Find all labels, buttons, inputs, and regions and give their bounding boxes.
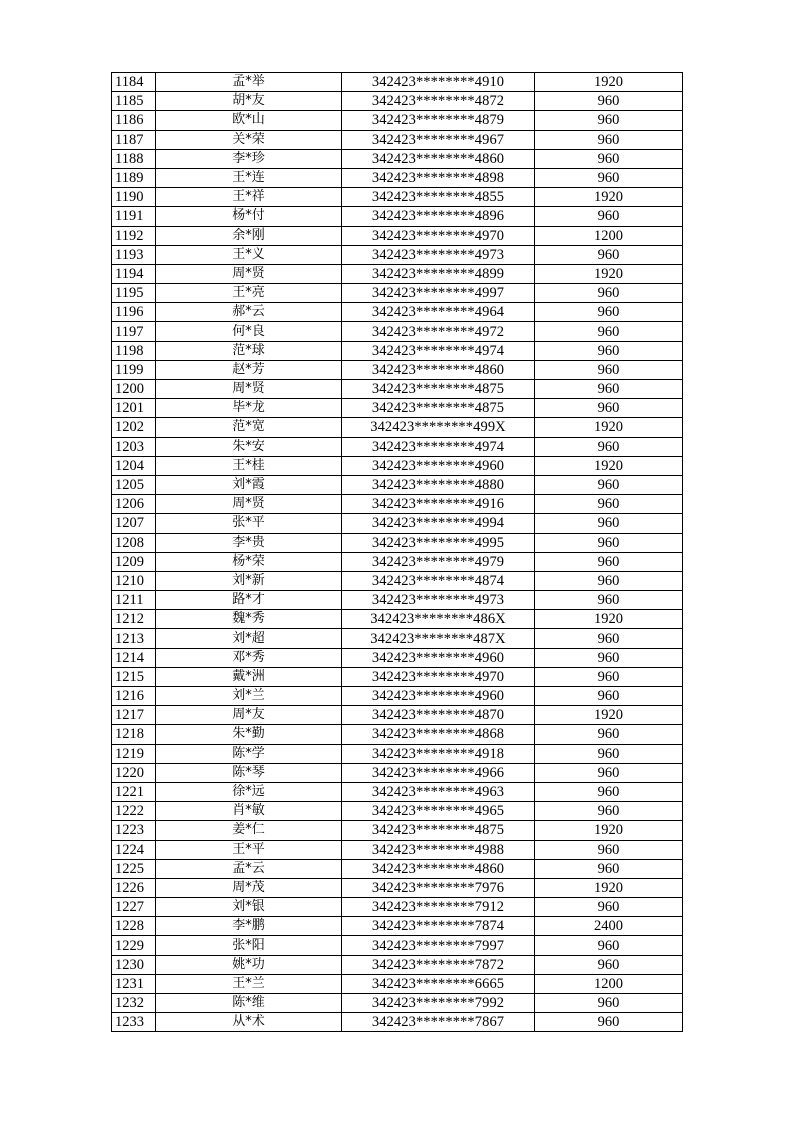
name-cell: 王*平 — [156, 840, 342, 859]
table-row — [112, 188, 683, 207]
id-number-cell: 342423********4960 — [342, 456, 535, 475]
name-cell: 刘*霞 — [156, 475, 342, 494]
row-number-cell: 1203 — [112, 437, 156, 456]
amount-cell: 1920 — [535, 878, 683, 897]
roster-body — [112, 73, 683, 1032]
table-row — [112, 264, 683, 283]
id-number-cell: 342423********4997 — [342, 284, 535, 303]
table-row — [112, 73, 683, 92]
table-row — [112, 898, 683, 917]
id-number-cell: 342423********4860 — [342, 360, 535, 379]
row-number-cell: 1214 — [112, 648, 156, 667]
name-cell: 王*桂 — [156, 456, 342, 475]
row-number-cell: 1185 — [112, 92, 156, 111]
row-number-cell: 1226 — [112, 878, 156, 897]
table-row — [112, 533, 683, 552]
table-row — [112, 648, 683, 667]
id-number-cell: 342423********4874 — [342, 571, 535, 590]
table-row — [112, 687, 683, 706]
table-row — [112, 130, 683, 149]
id-number-cell: 342423********4899 — [342, 264, 535, 283]
id-number-cell: 342423********4964 — [342, 303, 535, 322]
id-number-cell: 342423********4994 — [342, 514, 535, 533]
row-number-cell: 1222 — [112, 802, 156, 821]
name-cell: 范*宽 — [156, 418, 342, 437]
amount-cell: 960 — [535, 840, 683, 859]
id-number-cell: 342423********4898 — [342, 168, 535, 187]
table-row — [112, 303, 683, 322]
roster-table — [111, 72, 683, 1032]
id-number-cell: 342423********7872 — [342, 955, 535, 974]
name-cell: 杨*荣 — [156, 552, 342, 571]
row-number-cell: 1221 — [112, 782, 156, 801]
name-cell: 张*阳 — [156, 936, 342, 955]
name-cell: 毕*龙 — [156, 399, 342, 418]
row-number-cell: 1223 — [112, 821, 156, 840]
amount-cell: 960 — [535, 744, 683, 763]
id-number-cell: 342423********4875 — [342, 399, 535, 418]
table-row — [112, 475, 683, 494]
name-cell: 刘*银 — [156, 898, 342, 917]
id-number-cell: 342423********4973 — [342, 245, 535, 264]
id-number-cell: 342423********4966 — [342, 763, 535, 782]
table-row — [112, 782, 683, 801]
id-number-cell: 342423********7976 — [342, 878, 535, 897]
row-number-cell: 1208 — [112, 533, 156, 552]
table-row — [112, 207, 683, 226]
amount-cell: 960 — [535, 782, 683, 801]
amount-cell: 960 — [535, 687, 683, 706]
table-row — [112, 859, 683, 878]
amount-cell: 960 — [535, 629, 683, 648]
id-number-cell: 342423********4974 — [342, 341, 535, 360]
table-row — [112, 802, 683, 821]
row-number-cell: 1192 — [112, 226, 156, 245]
row-number-cell: 1212 — [112, 610, 156, 629]
amount-cell: 960 — [535, 495, 683, 514]
amount-cell: 1920 — [535, 821, 683, 840]
name-cell: 刘*兰 — [156, 687, 342, 706]
amount-cell: 960 — [535, 341, 683, 360]
name-cell: 王*连 — [156, 168, 342, 187]
id-number-cell: 342423********487X — [342, 629, 535, 648]
row-number-cell: 1195 — [112, 284, 156, 303]
table-row — [112, 763, 683, 782]
amount-cell: 960 — [535, 571, 683, 590]
table-row — [112, 149, 683, 168]
amount-cell: 960 — [535, 284, 683, 303]
name-cell: 戴*洲 — [156, 667, 342, 686]
name-cell: 朱*安 — [156, 437, 342, 456]
id-number-cell: 342423********4870 — [342, 706, 535, 725]
table-row — [112, 994, 683, 1013]
id-number-cell: 342423********4972 — [342, 322, 535, 341]
amount-cell: 960 — [535, 399, 683, 418]
row-number-cell: 1199 — [112, 360, 156, 379]
amount-cell: 960 — [535, 802, 683, 821]
table-row — [112, 495, 683, 514]
table-row — [112, 917, 683, 936]
amount-cell: 960 — [535, 1013, 683, 1032]
amount-cell: 960 — [535, 322, 683, 341]
row-number-cell: 1187 — [112, 130, 156, 149]
name-cell: 张*平 — [156, 514, 342, 533]
table-row — [112, 284, 683, 303]
table-row — [112, 360, 683, 379]
row-number-cell: 1230 — [112, 955, 156, 974]
row-number-cell: 1186 — [112, 111, 156, 130]
table-row — [112, 571, 683, 590]
amount-cell: 1920 — [535, 188, 683, 207]
id-number-cell: 342423********4896 — [342, 207, 535, 226]
id-number-cell: 342423********4974 — [342, 437, 535, 456]
table-row — [112, 552, 683, 571]
id-number-cell: 342423********4960 — [342, 687, 535, 706]
amount-cell: 1920 — [535, 264, 683, 283]
row-number-cell: 1189 — [112, 168, 156, 187]
amount-cell: 960 — [535, 533, 683, 552]
name-cell: 陈*琴 — [156, 763, 342, 782]
table-row — [112, 878, 683, 897]
id-number-cell: 342423********4875 — [342, 821, 535, 840]
table-row — [112, 399, 683, 418]
name-cell: 孟*云 — [156, 859, 342, 878]
amount-cell: 960 — [535, 475, 683, 494]
id-number-cell: 342423********4879 — [342, 111, 535, 130]
name-cell: 余*刚 — [156, 226, 342, 245]
id-number-cell: 342423********4965 — [342, 802, 535, 821]
row-number-cell: 1198 — [112, 341, 156, 360]
id-number-cell: 342423********4910 — [342, 73, 535, 92]
id-number-cell: 342423********4995 — [342, 533, 535, 552]
amount-cell: 1200 — [535, 974, 683, 993]
id-number-cell: 342423********7867 — [342, 1013, 535, 1032]
name-cell: 魏*秀 — [156, 610, 342, 629]
id-number-cell: 342423********4960 — [342, 648, 535, 667]
table-row — [112, 456, 683, 475]
row-number-cell: 1206 — [112, 495, 156, 514]
table-row — [112, 92, 683, 111]
name-cell: 周*贤 — [156, 380, 342, 399]
amount-cell: 960 — [535, 111, 683, 130]
row-number-cell: 1194 — [112, 264, 156, 283]
amount-cell: 960 — [535, 380, 683, 399]
amount-cell: 960 — [535, 859, 683, 878]
table-row — [112, 322, 683, 341]
name-cell: 朱*勤 — [156, 725, 342, 744]
table-row — [112, 168, 683, 187]
table-row — [112, 514, 683, 533]
row-number-cell: 1216 — [112, 687, 156, 706]
row-number-cell: 1229 — [112, 936, 156, 955]
name-cell: 徐*远 — [156, 782, 342, 801]
row-number-cell: 1228 — [112, 917, 156, 936]
name-cell: 刘*新 — [156, 571, 342, 590]
id-number-cell: 342423********4916 — [342, 495, 535, 514]
row-number-cell: 1227 — [112, 898, 156, 917]
row-number-cell: 1231 — [112, 974, 156, 993]
row-number-cell: 1224 — [112, 840, 156, 859]
name-cell: 周*茂 — [156, 878, 342, 897]
id-number-cell: 342423********4970 — [342, 226, 535, 245]
row-number-cell: 1184 — [112, 73, 156, 92]
id-number-cell: 342423********4880 — [342, 475, 535, 494]
amount-cell: 960 — [535, 955, 683, 974]
amount-cell: 960 — [535, 437, 683, 456]
amount-cell: 2400 — [535, 917, 683, 936]
row-number-cell: 1188 — [112, 149, 156, 168]
name-cell: 范*球 — [156, 341, 342, 360]
table-row — [112, 706, 683, 725]
name-cell: 肖*敏 — [156, 802, 342, 821]
amount-cell: 960 — [535, 936, 683, 955]
row-number-cell: 1233 — [112, 1013, 156, 1032]
table-row — [112, 821, 683, 840]
name-cell: 欧*山 — [156, 111, 342, 130]
name-cell: 孟*举 — [156, 73, 342, 92]
name-cell: 姜*仁 — [156, 821, 342, 840]
id-number-cell: 342423********4967 — [342, 130, 535, 149]
table-row — [112, 111, 683, 130]
id-number-cell: 342423********4973 — [342, 591, 535, 610]
row-number-cell: 1193 — [112, 245, 156, 264]
name-cell: 胡*友 — [156, 92, 342, 111]
id-number-cell: 342423********4855 — [342, 188, 535, 207]
row-number-cell: 1217 — [112, 706, 156, 725]
row-number-cell: 1191 — [112, 207, 156, 226]
row-number-cell: 1225 — [112, 859, 156, 878]
name-cell: 从*术 — [156, 1013, 342, 1032]
id-number-cell: 342423********7992 — [342, 994, 535, 1013]
name-cell: 王*祥 — [156, 188, 342, 207]
row-number-cell: 1209 — [112, 552, 156, 571]
row-number-cell: 1210 — [112, 571, 156, 590]
id-number-cell: 342423********4868 — [342, 725, 535, 744]
amount-cell: 960 — [535, 648, 683, 667]
amount-cell: 1920 — [535, 706, 683, 725]
name-cell: 李*珍 — [156, 149, 342, 168]
row-number-cell: 1207 — [112, 514, 156, 533]
name-cell: 路*才 — [156, 591, 342, 610]
id-number-cell: 342423********4860 — [342, 859, 535, 878]
row-number-cell: 1219 — [112, 744, 156, 763]
table-row — [112, 840, 683, 859]
id-number-cell: 342423********4860 — [342, 149, 535, 168]
name-cell: 刘*超 — [156, 629, 342, 648]
amount-cell: 960 — [535, 245, 683, 264]
amount-cell: 960 — [535, 207, 683, 226]
name-cell: 姚*功 — [156, 955, 342, 974]
amount-cell: 1920 — [535, 456, 683, 475]
amount-cell: 960 — [535, 898, 683, 917]
id-number-cell: 342423********7912 — [342, 898, 535, 917]
id-number-cell: 342423********4979 — [342, 552, 535, 571]
row-number-cell: 1200 — [112, 380, 156, 399]
id-number-cell: 342423********7997 — [342, 936, 535, 955]
row-number-cell: 1197 — [112, 322, 156, 341]
row-number-cell: 1215 — [112, 667, 156, 686]
table-row — [112, 610, 683, 629]
row-number-cell: 1201 — [112, 399, 156, 418]
id-number-cell: 342423********486X — [342, 610, 535, 629]
table-row — [112, 418, 683, 437]
name-cell: 郝*云 — [156, 303, 342, 322]
name-cell: 王*亮 — [156, 284, 342, 303]
table-row — [112, 667, 683, 686]
name-cell: 赵*芳 — [156, 360, 342, 379]
name-cell: 陈*维 — [156, 994, 342, 1013]
amount-cell: 960 — [535, 591, 683, 610]
name-cell: 邓*秀 — [156, 648, 342, 667]
row-number-cell: 1218 — [112, 725, 156, 744]
amount-cell: 1920 — [535, 73, 683, 92]
name-cell: 李*鹏 — [156, 917, 342, 936]
name-cell: 周*贤 — [156, 264, 342, 283]
table-row — [112, 437, 683, 456]
row-number-cell: 1213 — [112, 629, 156, 648]
amount-cell: 1200 — [535, 226, 683, 245]
amount-cell: 960 — [535, 303, 683, 322]
amount-cell: 960 — [535, 552, 683, 571]
id-number-cell: 342423********4970 — [342, 667, 535, 686]
name-cell: 王*兰 — [156, 974, 342, 993]
name-cell: 周*贤 — [156, 495, 342, 514]
name-cell: 王*义 — [156, 245, 342, 264]
name-cell: 何*良 — [156, 322, 342, 341]
table-row — [112, 1013, 683, 1032]
name-cell: 关*荣 — [156, 130, 342, 149]
id-number-cell: 342423********6665 — [342, 974, 535, 993]
table-row — [112, 974, 683, 993]
amount-cell: 960 — [535, 149, 683, 168]
amount-cell: 1920 — [535, 418, 683, 437]
amount-cell: 1920 — [535, 610, 683, 629]
row-number-cell: 1196 — [112, 303, 156, 322]
name-cell: 陈*学 — [156, 744, 342, 763]
table-row — [112, 629, 683, 648]
table-row — [112, 744, 683, 763]
table-row — [112, 936, 683, 955]
table-row — [112, 591, 683, 610]
amount-cell: 960 — [535, 360, 683, 379]
amount-cell: 960 — [535, 130, 683, 149]
table-row — [112, 226, 683, 245]
table-row — [112, 955, 683, 974]
amount-cell: 960 — [535, 667, 683, 686]
id-number-cell: 342423********4963 — [342, 782, 535, 801]
id-number-cell: 342423********499X — [342, 418, 535, 437]
amount-cell: 960 — [535, 994, 683, 1013]
id-number-cell: 342423********4875 — [342, 380, 535, 399]
amount-cell: 960 — [535, 168, 683, 187]
name-cell: 李*贵 — [156, 533, 342, 552]
table-row — [112, 341, 683, 360]
row-number-cell: 1202 — [112, 418, 156, 437]
amount-cell: 960 — [535, 514, 683, 533]
table-row — [112, 725, 683, 744]
row-number-cell: 1232 — [112, 994, 156, 1013]
table-row — [112, 245, 683, 264]
id-number-cell: 342423********7874 — [342, 917, 535, 936]
row-number-cell: 1220 — [112, 763, 156, 782]
amount-cell: 960 — [535, 763, 683, 782]
row-number-cell: 1204 — [112, 456, 156, 475]
row-number-cell: 1211 — [112, 591, 156, 610]
row-number-cell: 1190 — [112, 188, 156, 207]
table-row — [112, 380, 683, 399]
id-number-cell: 342423********4872 — [342, 92, 535, 111]
name-cell: 周*友 — [156, 706, 342, 725]
amount-cell: 960 — [535, 92, 683, 111]
id-number-cell: 342423********4988 — [342, 840, 535, 859]
id-number-cell: 342423********4918 — [342, 744, 535, 763]
name-cell: 杨*付 — [156, 207, 342, 226]
row-number-cell: 1205 — [112, 475, 156, 494]
amount-cell: 960 — [535, 725, 683, 744]
